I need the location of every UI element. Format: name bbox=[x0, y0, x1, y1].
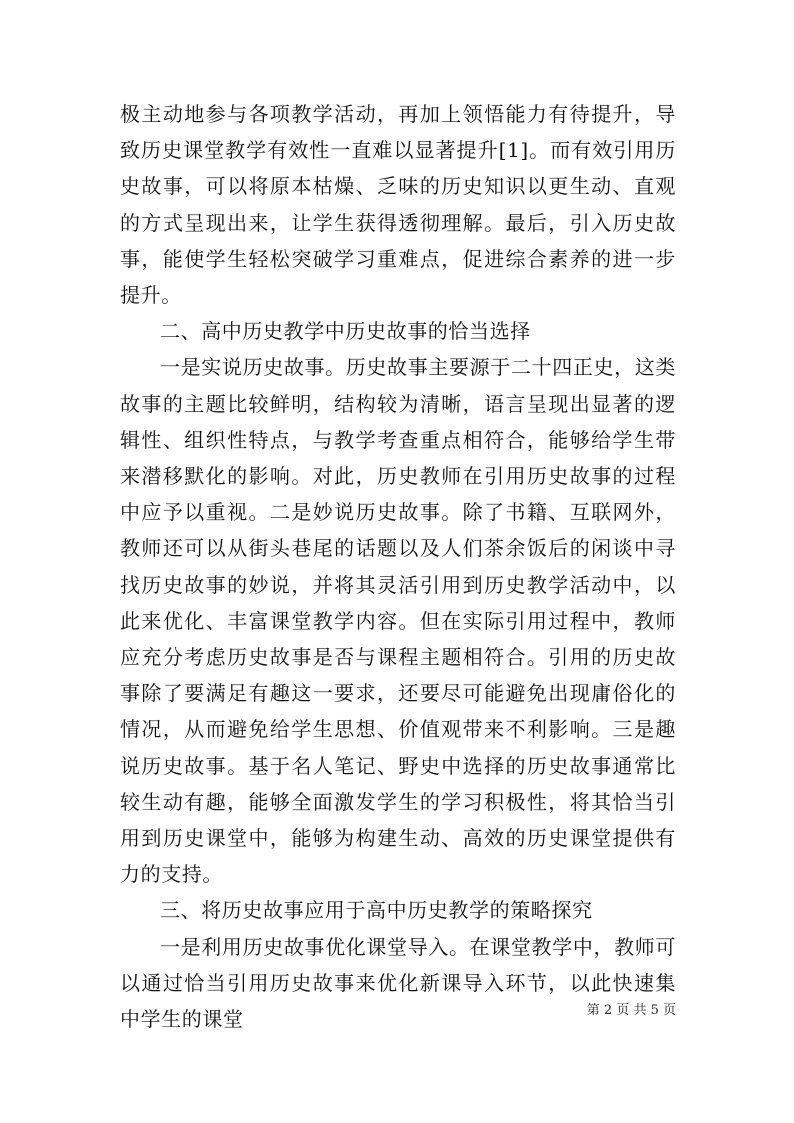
paragraph-story-selection: 一是实说历史故事。历史故事主要源于二十四正史，这类故事的主题比较鲜明，结构较为清晰，语言呈现出显著的逻辑性、组织性特点，与教学考查重点相符合，能够给学生带来潜移默化的影响。对此，历史教师在引用历史故事的过程中应予以重视。二是妙说历史故事。除了书籍、互联网外，教师还可以从街头巷尾的话题以及人们茶余饭后的闲谈中寻找历史故事的妙说，并将其灵活引用到历史教学活动中，以此来优化、丰富课堂教学内容。但在实际引用过程中，教师应充分考虑历史故事是否与课程主题相符合。引用的历史故事除了要满足有趣这一要求，还要尽可能避免出现庸俗化的情况，从而避免给学生思想、价值观带来不利影响。三是趣说历史故事。基于名人笔记、野史中选择的历史故事通常比较生动有趣，能够全面激发学生的学习积极性，将其恰当引用到历史课堂中，能够为构建生动、高效的历史课堂提供有力的支持。 bbox=[120, 355, 676, 887]
page-number-footer: 第 2 页 共 5 页 bbox=[586, 1003, 676, 1018]
section-heading-3: 三、将历史故事应用于高中历史教学的策略探究 bbox=[160, 898, 593, 923]
body-text bbox=[120, 96, 676, 1037]
section-heading-2: 二、高中历史教学中历史故事的恰当选择 bbox=[160, 319, 531, 344]
paragraph-continuation: 极主动地参与各项教学活动，再加上领悟能力有待提升，导致历史课堂教学有效性一直难以显著提升[1]。而有效引用历史故事，可以将原本枯燥、乏味的历史知识以更生动、直观的方式呈现出来，让学生获得透彻理解。最后，引入历史故事，能使学生轻松突破学习重难点，促进综合素养的进一步提升。 bbox=[120, 102, 676, 308]
paragraph-strategy: 一是利用历史故事优化课堂导入。在课堂教学中，教师可以通过恰当引用历史故事来优化新课导入环节，以此快速集中学生的课堂 bbox=[120, 934, 676, 1032]
